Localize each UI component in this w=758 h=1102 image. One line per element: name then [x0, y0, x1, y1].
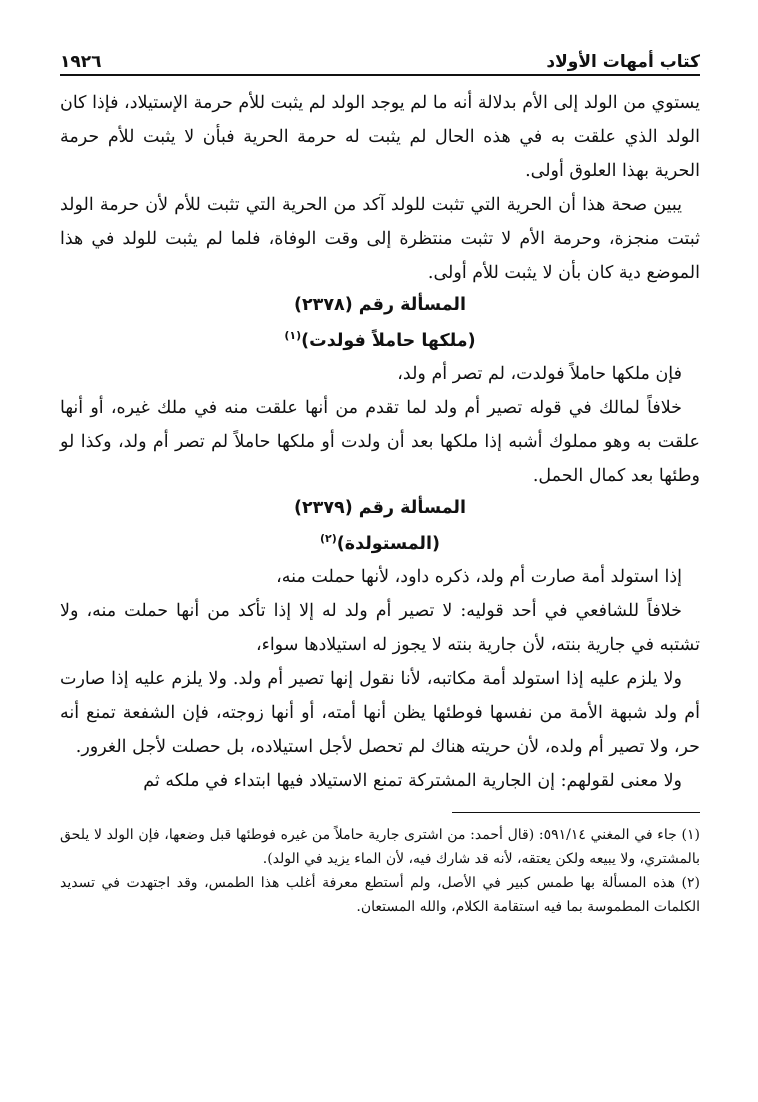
- running-header: [60, 46, 700, 76]
- footnotes: [60, 823, 700, 919]
- paragraph: يبين صحة هذا أن الحرية التي تثبت للولد آكد من الحرية التي تثبت للأم لأن حرمة الولد ثبتت منجزة، وحرمة الأم لا تثبت منتظرة إلى وقت الوفاة، فلما لم يثبت للولد في هذا الموضع دية كان بأن لا يثبت للأم أولى.: [60, 195, 700, 283]
- issue-subheading: [60, 320, 700, 357]
- paragraph: فإن ملكها حاملاً فولدت، لم تصر أم ولد،: [397, 363, 682, 384]
- paragraph: إذا استولد أمة صارت أم ولد، ذكره داود، لأنها حملت منه،: [276, 566, 682, 587]
- footnote: (١) جاء في المغني ٥٩١/١٤: (قال أحمد: من اشترى جارية حاملاً من غيره فوطئها قبل وضعها، فإن الولد لا يلحق بالمشتري، ولا يبيعه ولكن يعتقه، لأنه قد شارك فيه، لأن الماء يزيد في الولد).: [60, 826, 700, 867]
- paragraph: يستوي من الولد إلى الأم بدلالة أنه ما لم يوجد الولد لم يثبت للأم حرمة الإستيلاد، فإذا كان الولد الذي علقت به في هذه الحال لم يثبت له حرمة الحرية فبأن لا يثبت للأم حرمة الحرية بهذا العلوق أولى.: [60, 93, 700, 181]
- book-title: كتاب أمهات الأولاد: [546, 52, 700, 72]
- footnote-marker: (٢): [319, 531, 337, 545]
- paragraph: خلافاً للشافعي في أحد قوليه: لا تصير أم ولد له إلا إذا تأكد من أنها حملت منه، ولا تشتبه في جارية بنته، لأن جارية بنته لا يجوز له استيلادها سواء،: [60, 600, 700, 655]
- footnote: (٢) هذه المسألة بها طمس كبير في الأصل، ولم أستطع معرفة أغلب هذا الطمس، وقد اجتهدت في تسديد الكلمات المطموسة بما فيه استقامة الكلام، والله المستعان.: [60, 874, 700, 915]
- page-number: ١٩٢٦: [60, 52, 102, 72]
- footnote-divider: [452, 812, 700, 813]
- issue-heading: المسألة رقم (٢٣٧٨): [293, 295, 467, 315]
- paragraph: ولا معنى لقولهم: إن الجارية المشتركة تمنع الاستيلاد فيها ابتداء في ملكه ثم: [143, 770, 682, 791]
- paragraph: خلافاً لمالك في قوله تصير أم ولد لما تقدم من أنها علقت منه في ملك غيره، أو أنها علقت به وهو مملوك أشبه إذا ملكها بعد أن ولدت أو ملكها حاملاً لم تصر أم ولد، وكذا لو وطئها بعد كمال الحمل.: [60, 397, 700, 486]
- issue-subheading-text: (ملكها حاملاً فولدت): [301, 330, 476, 351]
- issue-heading: المسألة رقم (٢٣٧٩): [293, 497, 467, 518]
- issue-subheading-text: (المستولدة): [336, 533, 440, 554]
- paragraph: ولا يلزم عليه إذا استولد أمة مكاتبه، لأنا نقول إنها تصير أم ولد. ولا يلزم عليه إذا صارت أم ولد شبهة الأمة من نفسها فوطئها يظن أنها أمته، أو أنها زوجته، فإن الشفعة تمنع أنه حر، ولا تصير أم ولده، لأن حريته هناك لم تحصل لأجل استيلاده، بل حصلت لأجل الغرور.: [60, 668, 700, 757]
- page-body: [60, 86, 700, 798]
- document-page: [60, 46, 700, 919]
- issue-subheading: [60, 523, 700, 560]
- footnote-marker: (١): [284, 329, 302, 342]
